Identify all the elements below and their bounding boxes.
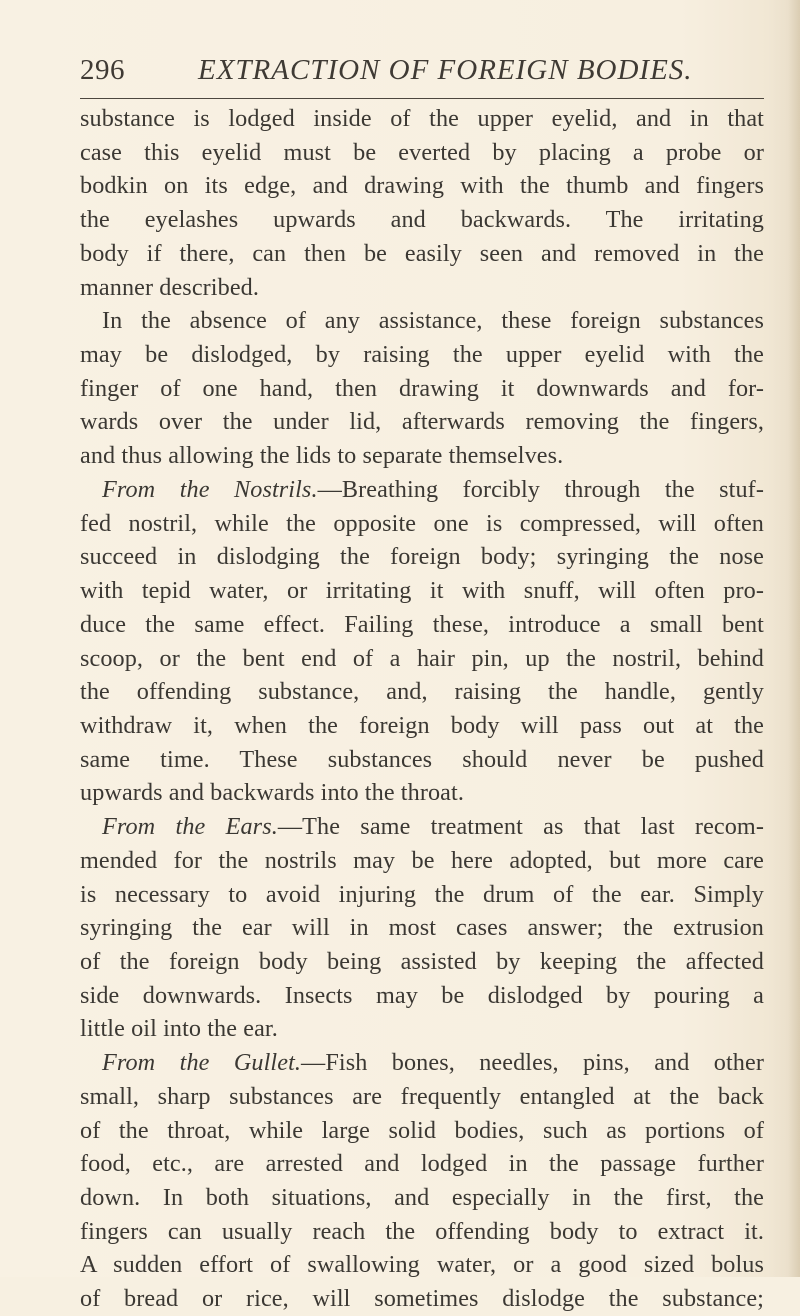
text-line: of the throat, while large solid bodies, such as portions of [80,1116,764,1144]
section-heading-nostrils: From the Nostrils.—Breathing forcibly through the stuf- [102,475,764,503]
section-title: From the Nostrils. [102,475,318,503]
header-rule [80,98,764,99]
text-line: substance is lodged inside of the upper eyelid, and in that [80,105,764,132]
text-line: with tepid water, or irritating it with snuff, will often pro- [80,577,764,605]
text-line: may be dislodged, by raising the upper eyelid with the [80,341,764,369]
text-line: bodkin on its edge, and drawing with the thumb and fingers [80,172,764,200]
text-line: syringing the ear will in most cases answer; the extrusion [80,914,764,942]
body-text [80,102,764,1316]
running-title: EXTRACTION OF FOREIGN BODIES. [198,54,693,86]
text-line: duce the same effect. Failing these, introduce a small bent [80,610,764,638]
text-line: fingers can usually reach the offending body to extract it. [80,1217,764,1245]
text-line: the offending substance, and, raising the handle, gently [80,678,764,706]
text-line: little oil into the ear. [80,1015,278,1043]
text-line: food, etc., are arrested and lodged in the passage further [80,1150,764,1178]
text-line: manner described. [80,273,259,301]
text-line: the eyelashes upwards and backwards. The irritating [80,206,764,234]
text-line: A sudden effort of swallowing water, or a good sized bolus [80,1251,764,1279]
page-edge-shadow [788,0,800,1277]
text-line: side downwards. Insects may be dislodged by pouring a [80,981,764,1009]
section-heading-ears: From the Ears.—The same treatment as that last recom- [102,813,764,841]
text-line: same time. These substances should never be pushed [80,745,764,773]
text-line: body if there, can then be easily seen and removed in the [80,239,764,267]
text-line: of the foreign body being assisted by keeping the affected [80,947,764,975]
text-line: small, sharp substances are frequently entangled at the back [80,1082,764,1110]
page-number: 296 [80,54,125,86]
text-line: and thus allowing the lids to separate themselves. [80,442,564,470]
text-line: mended for the nostrils may be here adopted, but more care [80,846,764,874]
text-line: finger of one hand, then drawing it downwards and for- [80,374,764,402]
text-line: succeed in dislodging the foreign body; syringing the nose [80,543,764,571]
page-header [80,50,764,98]
text-line: is necessary to avoid injuring the drum of the ear. Simply [80,880,764,908]
text-line: down. In both situations, and especially in the first, the [80,1184,764,1211]
section-title: From the Gullet. [102,1049,302,1077]
text-line: case this eyelid must be everted by placing a probe or [80,138,764,166]
text-line: of bread or rice, will sometimes dislodge the substance; [80,1285,764,1313]
section-title: From the Ears. [102,813,278,841]
text-line: wards over the under lid, afterwards removing the fingers, [80,408,764,436]
text-line: fed nostril, while the opposite one is compressed, will often [80,509,764,537]
section-heading-gullet: From the Gullet.—Fish bones, needles, pins, and other [102,1049,764,1077]
text-line: scoop, or the bent end of a hair pin, up the nostril, behind [80,644,764,672]
text-line: upwards and backwards into the throat. [80,779,464,807]
text-line: In the absence of any assistance, these foreign substances [102,307,764,335]
text-line: withdraw it, when the foreign body will pass out at the [80,711,764,739]
